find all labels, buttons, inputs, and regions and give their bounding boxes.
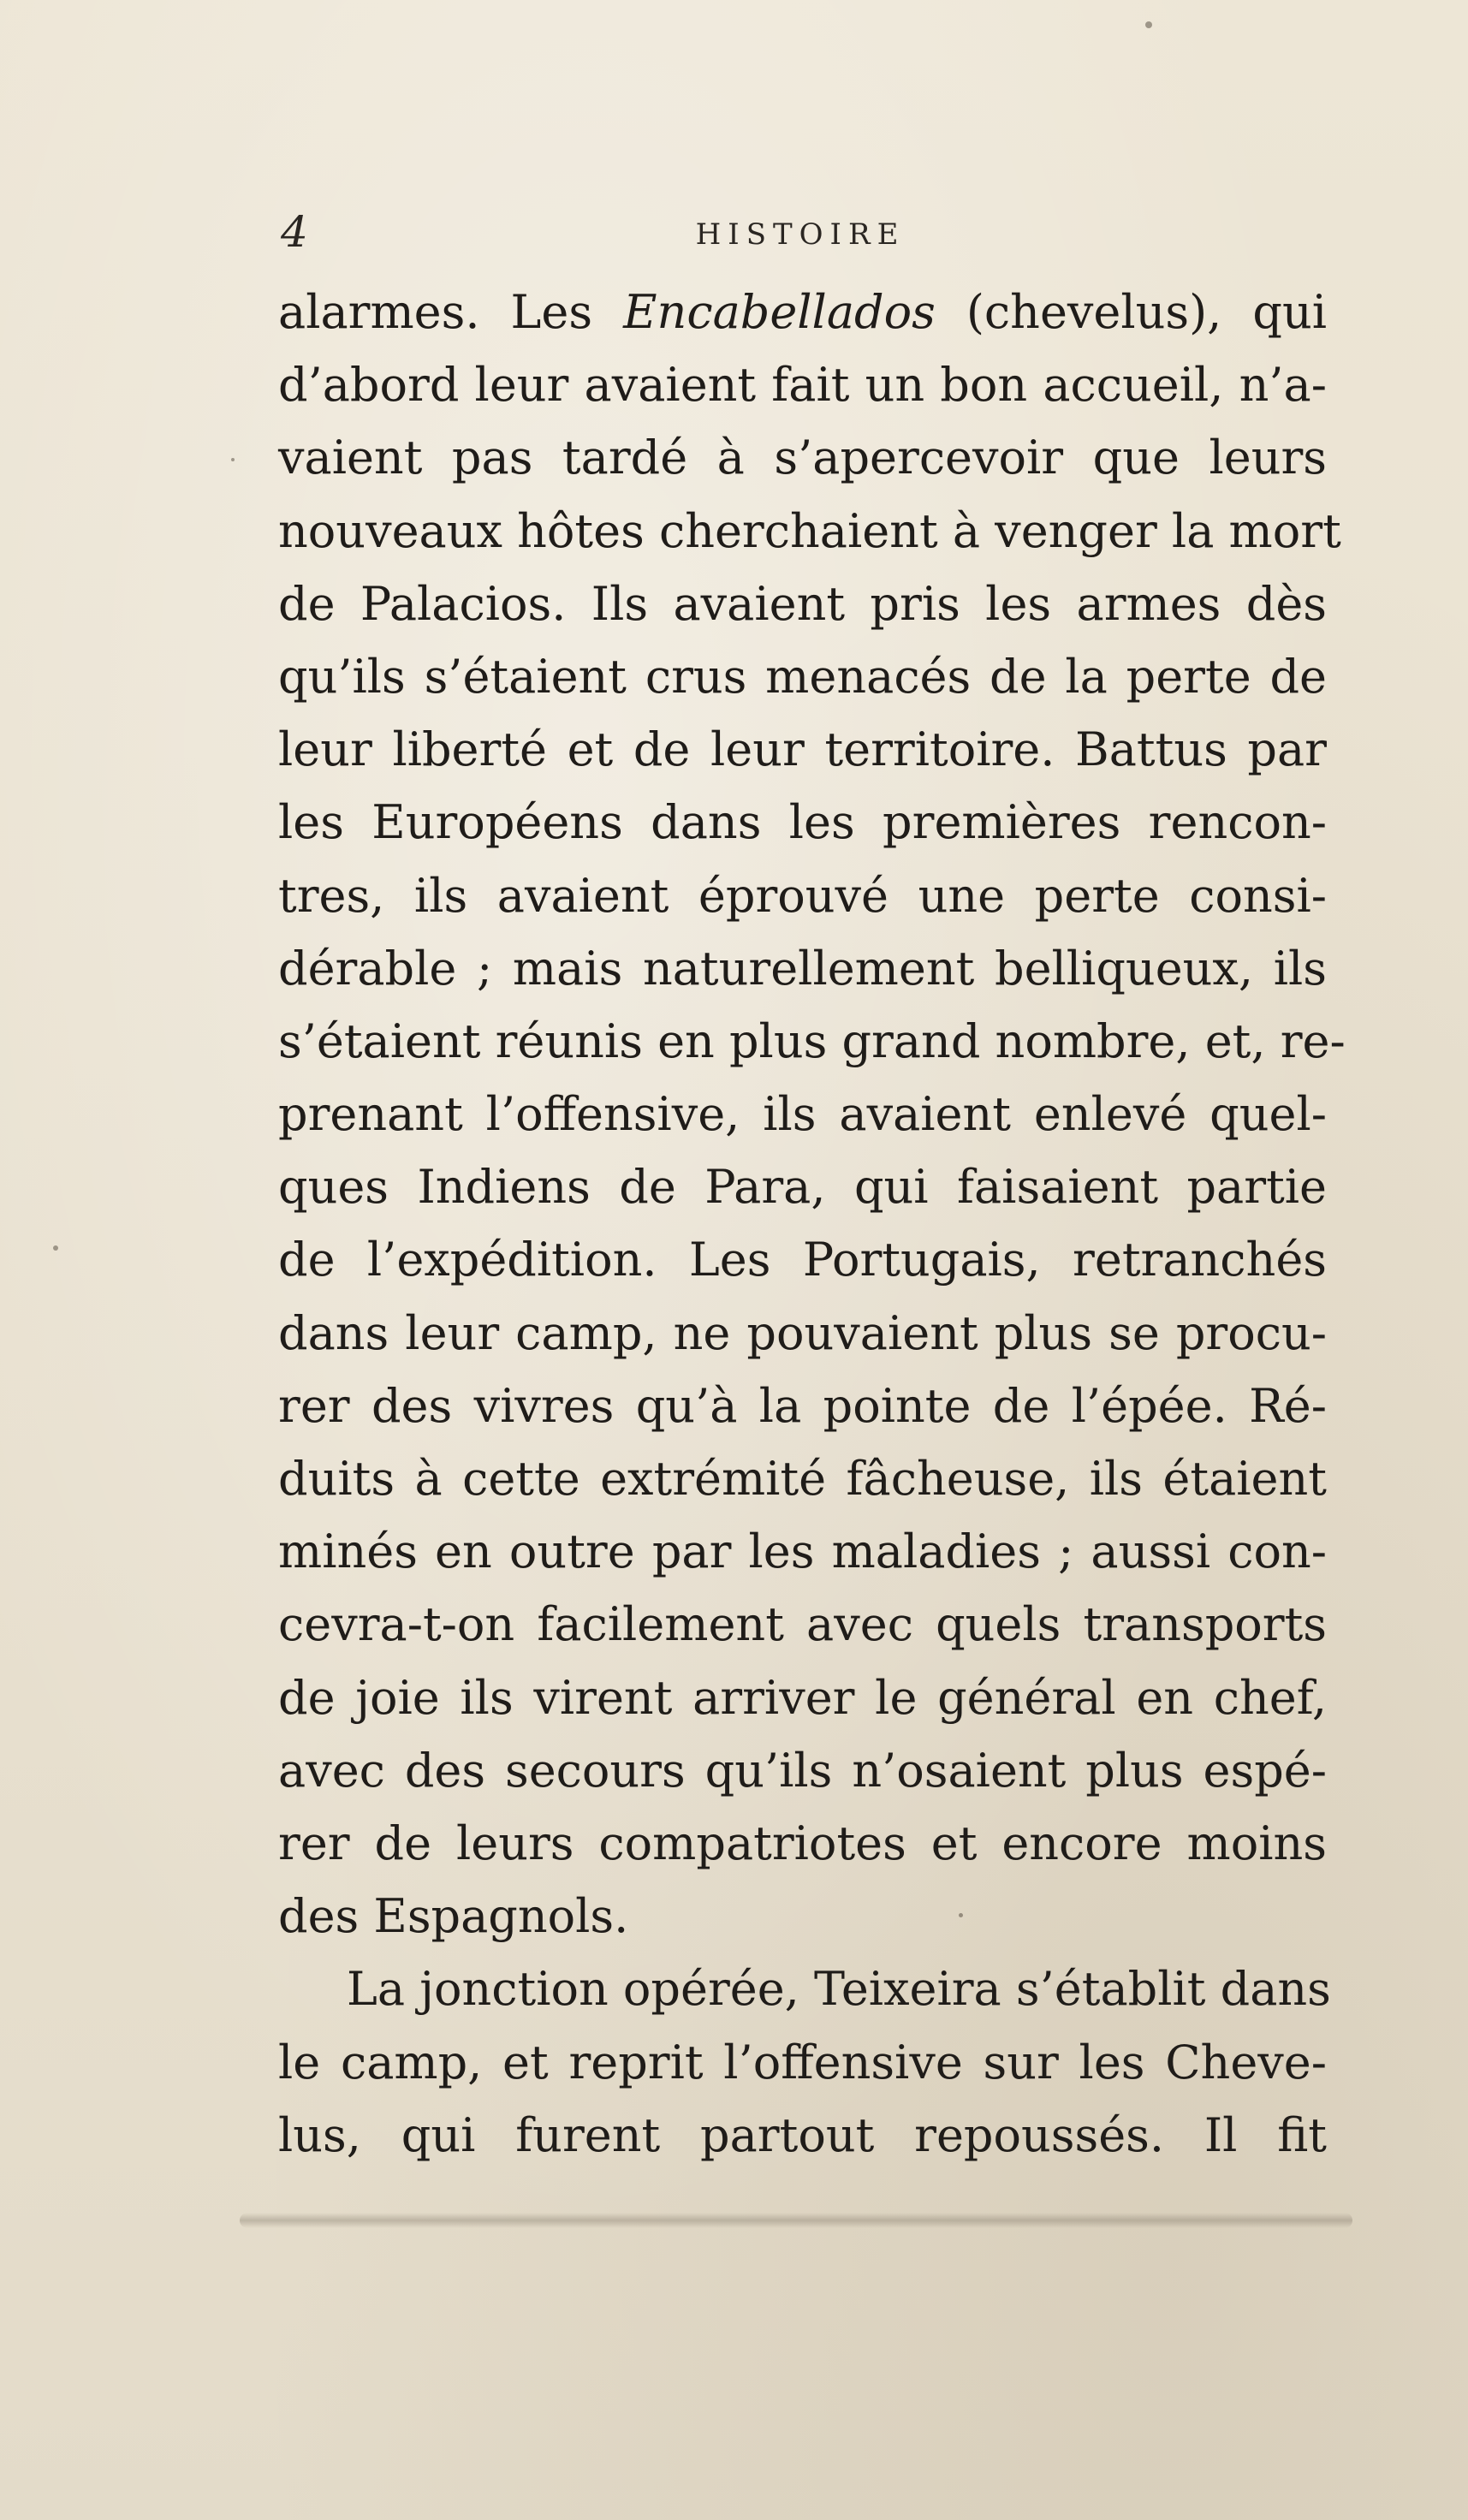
text-line: lus, qui furent partout repoussés. Il fit: [278, 2107, 1327, 2162]
text-line: ques Indiens de Para, qui faisaient partie: [278, 1160, 1327, 1215]
text-line: de Palacios. Ils avaient pris les armes dès: [278, 576, 1327, 631]
paper-speck: [959, 1913, 963, 1917]
text-line: avec des secours qu’ils n’osaient plus espé-: [278, 1743, 1327, 1798]
text-line: rer de leurs compatriotes et encore moins: [278, 1816, 1327, 1870]
text-line: leur liberté et de leur territoire. Battus par: [278, 722, 1327, 777]
text-line: qu’ils s’étaient crus menacés de la perte de: [278, 649, 1327, 704]
text-line: minés en outre par les maladies ; aussi con-: [278, 1524, 1327, 1579]
text-line: vaient pas tardé à s’apercevoir que leurs: [278, 431, 1327, 485]
page-number: 4: [281, 207, 308, 257]
text-line: de l’expédition. Les Portugais, retranchés: [278, 1233, 1327, 1287]
page-header: [274, 199, 1327, 259]
text-line: dérable ; mais naturellement belliqueux, ils: [278, 941, 1327, 996]
text-line: La jonction opérée, Teixeira s’établit dans: [347, 1962, 1331, 2017]
text-line: [278, 276, 1327, 348]
text-line: prenant l’offensive, ils avaient enlevé quel-: [278, 1087, 1327, 1142]
paper-speck: [53, 1245, 58, 1251]
text-line: s’étaient réunis en plus grand nombre, et, re-: [278, 1013, 1346, 1068]
text-line: d’abord leur avaient fait un bon accueil, n’a-: [278, 358, 1327, 413]
body-text: [278, 276, 1346, 2172]
text-line: dans leur camp, ne pouvaient plus se procu-: [278, 1305, 1327, 1360]
paper-speck: [231, 458, 235, 461]
text-fragment: (chevelus), qui: [935, 285, 1328, 339]
page-fold-shadow: [240, 2213, 1352, 2228]
text-line: le camp, et reprit l’offensive sur les Cheve-: [278, 2035, 1327, 2089]
text-line: des Espagnols.: [278, 1889, 629, 1944]
text-line: tres, ils avaient éprouvé une perte consi-: [278, 868, 1327, 923]
text-line: les Européens dans les premières rencon-: [278, 795, 1327, 850]
text-fragment: alarmes. Les: [278, 285, 624, 339]
paper-speck: [1145, 21, 1152, 28]
italic-term: Encabellados: [623, 285, 936, 339]
text-line: nouveaux hôtes cherchaient à venger la mort: [278, 503, 1341, 558]
text-line: cevra-t-on facilement avec quels transports: [278, 1597, 1327, 1652]
text-line: duits à cette extrémité fâcheuse, ils étaient: [278, 1452, 1327, 1506]
running-head: HISTOIRE: [695, 217, 906, 252]
text-line: rer des vivres qu’à la pointe de l’épée. Ré-: [278, 1378, 1327, 1433]
text-line: de joie ils virent arriver le général en chef,: [278, 1670, 1327, 1725]
